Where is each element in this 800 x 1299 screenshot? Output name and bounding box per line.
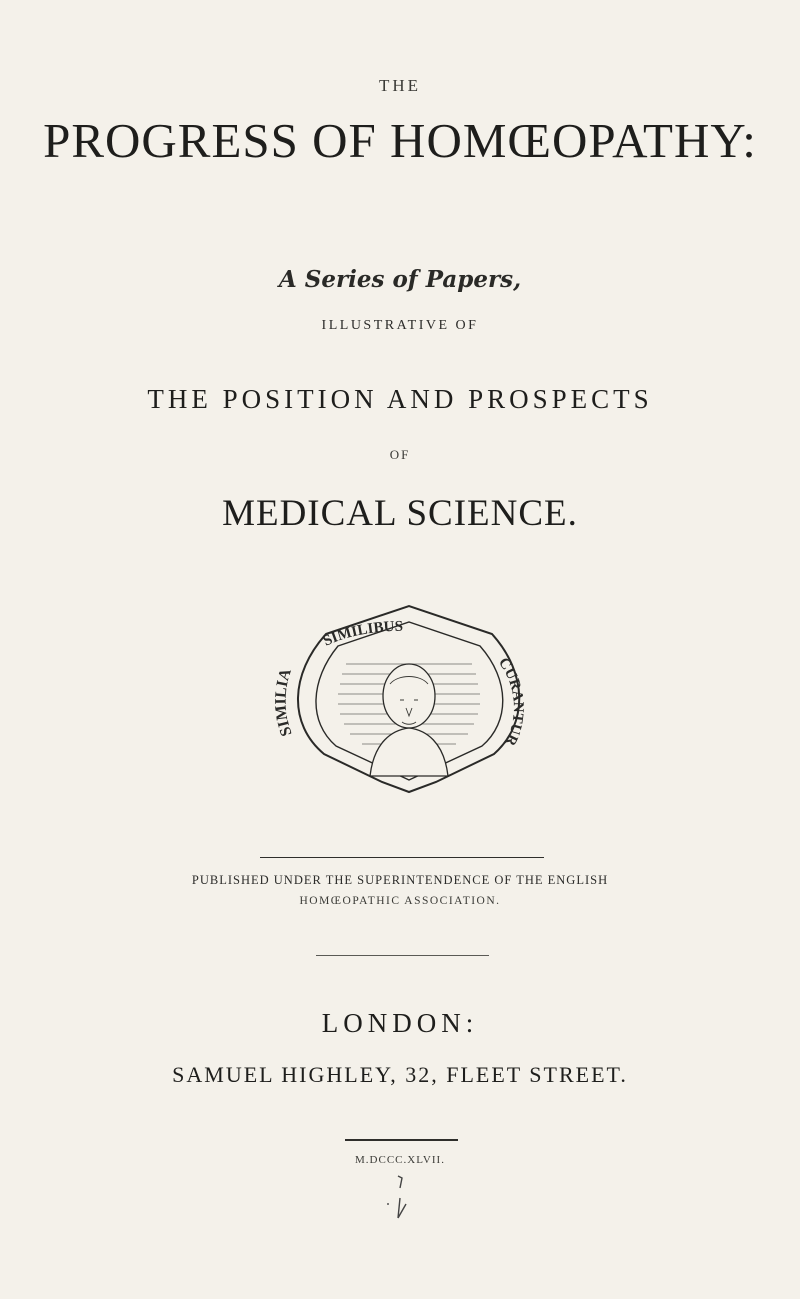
- published-under-line: PUBLISHED UNDER THE SUPERINTENDENCE OF THE ENGLISH: [191, 873, 609, 887]
- seal-motto-top: SIMILIBUS: [320, 618, 404, 650]
- divider-rule-top: [260, 857, 544, 858]
- date-line: M.DCCC.XLVII.: [355, 1154, 445, 1166]
- divider-rule-bottom: [345, 1139, 458, 1141]
- seal-portrait: [370, 664, 448, 776]
- series-line: A Series of Papers,: [278, 266, 522, 293]
- title-the: THE: [378, 76, 422, 95]
- pencil-mark: [384, 1174, 418, 1224]
- position-line: THE POSITION AND PROSPECTS: [147, 384, 653, 414]
- seal-motto-left: SIMILIA: [272, 666, 296, 739]
- seal-emblem: [266, 604, 552, 794]
- divider-rule-middle: [316, 955, 489, 956]
- of-line: OF: [389, 447, 411, 462]
- seal-motto-right: CURANTUR: [494, 655, 526, 749]
- city-line: LONDON:: [321, 1008, 479, 1038]
- main-title: PROGRESS OF HOMŒOPATHY:: [43, 113, 757, 168]
- association-line: HOMŒOPATHIC ASSOCIATION.: [299, 895, 501, 907]
- publisher-line: SAMUEL HIGHLEY, 32, FLEET STREET.: [172, 1062, 628, 1087]
- illustrative-line: ILLUSTRATIVE OF: [321, 318, 479, 333]
- subject-line: MEDICAL SCIENCE.: [222, 493, 578, 534]
